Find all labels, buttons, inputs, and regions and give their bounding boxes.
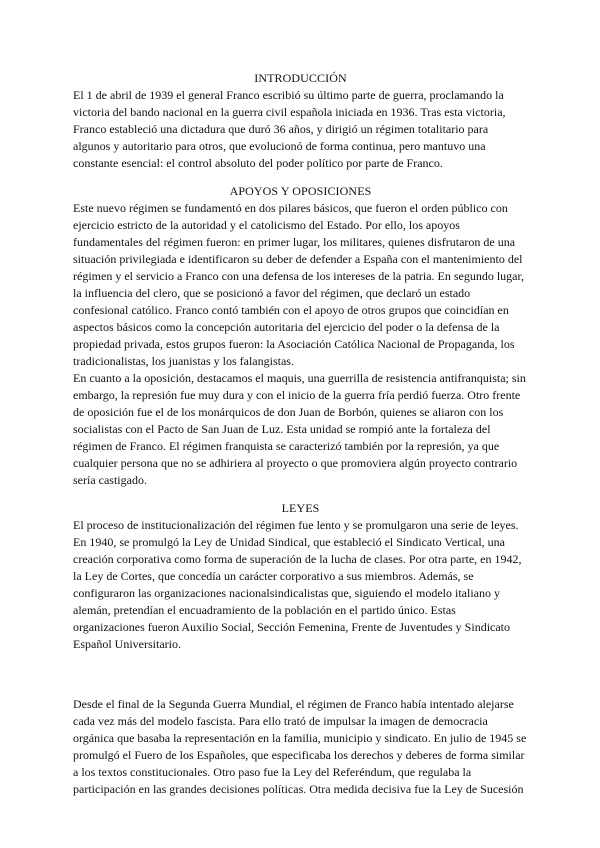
section-spacer (73, 172, 528, 183)
heading-apoyos-oposiciones: APOYOS Y OPOSICIONES (229, 184, 372, 198)
section-spacer (73, 489, 528, 500)
paragraph-leyes-posguerra: Desde el final de la Segunda Guerra Mundial, el régimen de Franco había intentado alejarse cada vez más del modelo fascista. Para ello trató de impulsar la imagen de democracia orgánica que basaba la representación en la familia, municipio y sindicato. En julio de 1945 se promulgó el Fuero de los Españoles, que especificaba los derechos y deberes de forma similar a los textos constitucionales. Otro paso fue la Ley del Referéndum, que regulaba la participación en las grandes decisiones políticas. Otra medida decisiva fue la Ley de Sucesión (73, 697, 527, 796)
document-page (73, 70, 528, 798)
paragraph-oposicion: En cuanto a la oposición, destacamos el maquis, una guerrilla de resistencia antifranquista; sin embargo, la represión fue muy dura y con el inicio de la guerra fría perdió fuerza. Otro frente de oposición fue el de los monárquicos de don Juan de Borbón, quienes se aliaron con los socialistas con el Pacto de San Juan de Luz. Esta unidad se rompió ante la fortaleza del régimen de Franco. El régimen franquista se caracterizó también por la represión, ya que cualquier persona que no se adhiriera al proyecto o que promoviera algún proyecto contrario sería castigado. (73, 371, 526, 487)
paragraph-leyes-institucionalizacion: El proceso de institucionalización del régimen fue lento y se promulgaron una serie de leyes. En 1940, se promulgó la Ley de Unidad Sindical, que estableció el Sindicato Vertical, una creación corporativa como forma de superación de la lucha de clases. Por otra parte, en 1942, la Ley de Cortes, que concedía un carácter corporativo a sus miembros. Además, se configuraron las organizaciones nacionalsindicalistas que, siguiendo el modelo italiano y alemán, pretendían el encuadramiento de la población en el partido único. Estas organizaciones fueron Auxilio Social, Sección Femenina, Frente de Juventudes y Sindicato Español Universitario. (73, 518, 522, 651)
heading-leyes: LEYES (281, 501, 320, 515)
paragraph-apoyos: Este nuevo régimen se fundamentó en dos pilares básicos, que fueron el orden público con ejercicio estricto de la autoridad y el catolicismo del Estado. Por ello, los apoyos fundamentales del régimen fueron: en primer lugar, los militares, quienes disfrutaron de una situación privilegiada e identificaron su deber de defender a España con el mantenimiento del régimen y el servicio a Franco con una defensa de los intereses de la patria. En segundo lugar, la influencia del clero, que se posicionó a favor del régimen, que declaró un estado confesional católico. Franco contó también con el apoyo de otros grupos que coincidían en aspectos básicos como la concepción autoritaria del ejercicio del poder o la defensa de la propiedad privada, estos grupos fueron: la Asociación Católica Nacional de Propaganda, los tradicionalistas, los juanistas y los falangistas. (73, 201, 525, 368)
heading-introduccion: INTRODUCCIÓN (254, 71, 347, 85)
paragraph-spacer (73, 653, 528, 696)
paragraph-introduccion: El 1 de abril de 1939 el general Franco escribió su último parte de guerra, proclamando la victoria del bando nacional en la guerra civil española iniciada en 1936. Tras esta victoria, Franco estableció una dictadura que duró 36 años, y dirigió un régimen totalitario para algunos y autoritario para otros, que evolucionó de forma continua, pero mantuvo una constante esencial: el control absoluto del poder político por parte de Franco. (73, 88, 506, 170)
